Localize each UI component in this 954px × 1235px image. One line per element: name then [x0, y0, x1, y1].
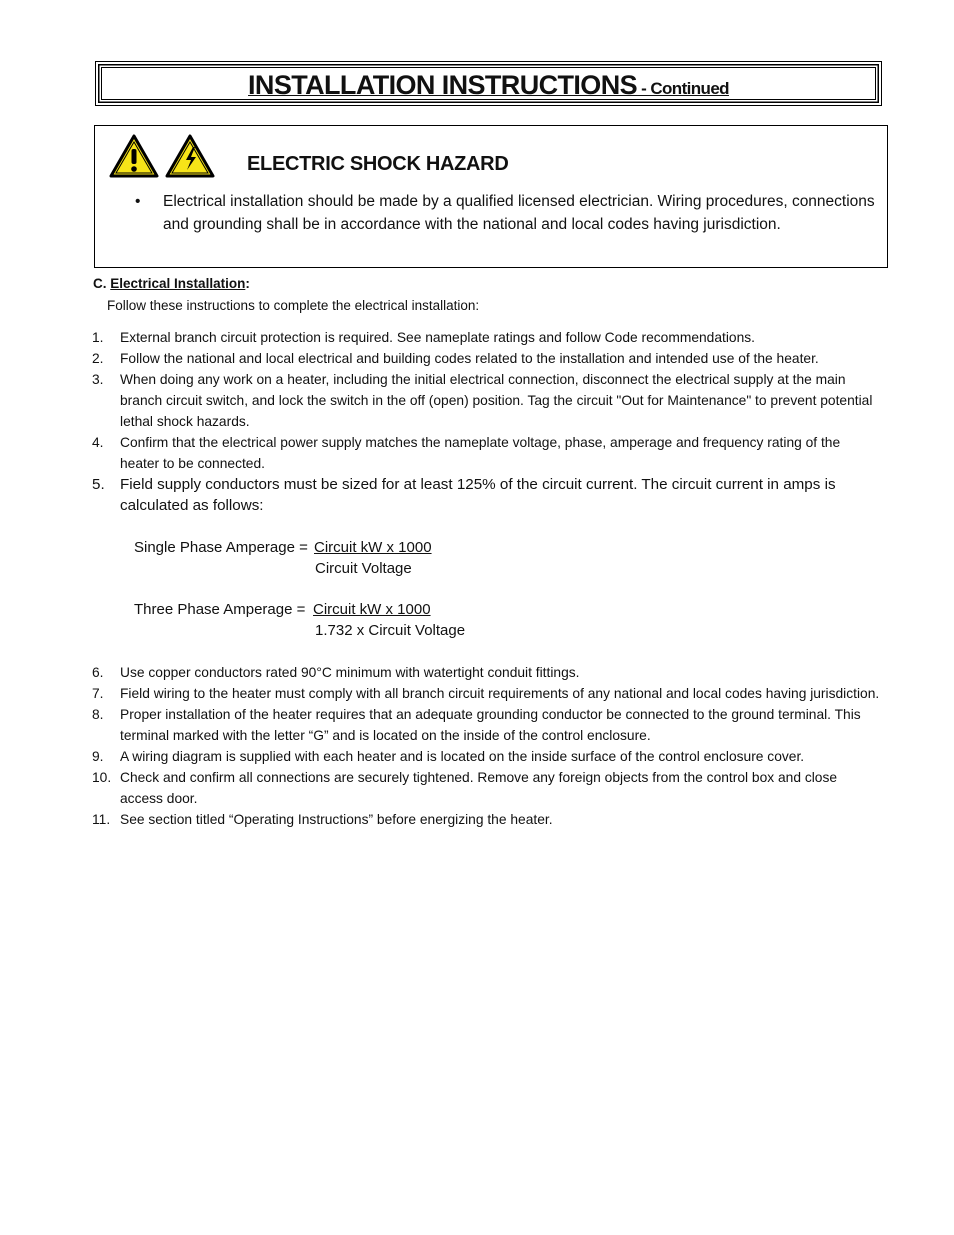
list-item: 10. Check and confirm all connections are securely tightened. Remove any foreign objects from the control box and close access door. [92, 770, 838, 806]
list-item: 3. When doing any work on a heater, including the initial electrical connection, disconnect the electrical supply at the main branch circuit switch, and lock the switch in the off (open) position. Tag the circuit "Out for Maintenance" to prevent potential lethal shock hazards. [92, 372, 873, 429]
formula-numerator: Circuit kW x 1000 [314, 539, 432, 556]
single-phase-formula: Single Phase Amperage = Circuit kW x 1000 Circuit Voltage [134, 539, 432, 577]
hazard-icons [109, 132, 219, 180]
formula-denominator: Circuit Voltage [315, 560, 412, 577]
list-item: 5. Field supply conductors must be sized for at least 125% of the circuit current. The circuit current in amps is calculated as follows: [92, 476, 836, 514]
list-item: 2. Follow the national and local electrical and building codes related to the installation and intended use of the heater. [92, 351, 819, 366]
list-item: 4. Confirm that the electrical power supply matches the nameplate voltage, phase, amperage and frequency rating of the heater to be connected. [92, 435, 841, 471]
steps-list [92, 327, 882, 830]
page-title-suffix: - Continued [637, 79, 729, 98]
hazard-bullet-text: Electrical installation should be made by a qualified licensed electrician. Wiring procedures, connections and grounding shall be in accordance with the national and local codes having jurisdiction. [163, 193, 875, 233]
section-heading-title: Electrical Installation [110, 276, 246, 291]
three-phase-formula: Three Phase Amperage = Circuit kW x 1000 1.732 x Circuit Voltage [134, 601, 466, 639]
bullet-icon: • [135, 193, 141, 210]
list-item: 1. External branch circuit protection is required. See nameplate ratings and follow Code recommendations. [92, 330, 755, 345]
electric-shock-icon [167, 136, 213, 176]
list-item: 6. Use copper conductors rated 90°C minimum with watertight conduit fittings. [92, 665, 580, 680]
page-title-box [95, 61, 882, 106]
list-item: 8. Proper installation of the heater requires that an adequate grounding conductor be connected to the ground terminal. This terminal marked with the letter “G” and is located on the inside of the control enclosure. [92, 707, 861, 743]
list-item: 9. A wiring diagram is supplied with each heater and is located on the inside surface of the control enclosure cover. [92, 749, 805, 764]
hazard-bullet-item [135, 190, 875, 236]
warning-exclamation-icon [111, 136, 157, 176]
hazard-title: ELECTRIC SHOCK HAZARD [247, 153, 509, 175]
formula-numerator: Circuit kW x 1000 [313, 601, 431, 618]
section-heading: C. Electrical Installation: [93, 276, 250, 291]
formula-denominator: 1.732 x Circuit Voltage [315, 622, 466, 639]
list-item: 11. See section titled “Operating Instructions” before energizing the heater. [92, 812, 553, 827]
page-title: INSTALLATION INSTRUCTIONS - Continued [248, 70, 729, 100]
section-intro: Follow these instructions to complete the electrical installation: [107, 298, 480, 313]
hazard-warning-box [94, 125, 888, 268]
list-item: 7. Field wiring to the heater must comply with all branch circuit requirements of any national and local codes having jurisdiction. [92, 686, 880, 701]
